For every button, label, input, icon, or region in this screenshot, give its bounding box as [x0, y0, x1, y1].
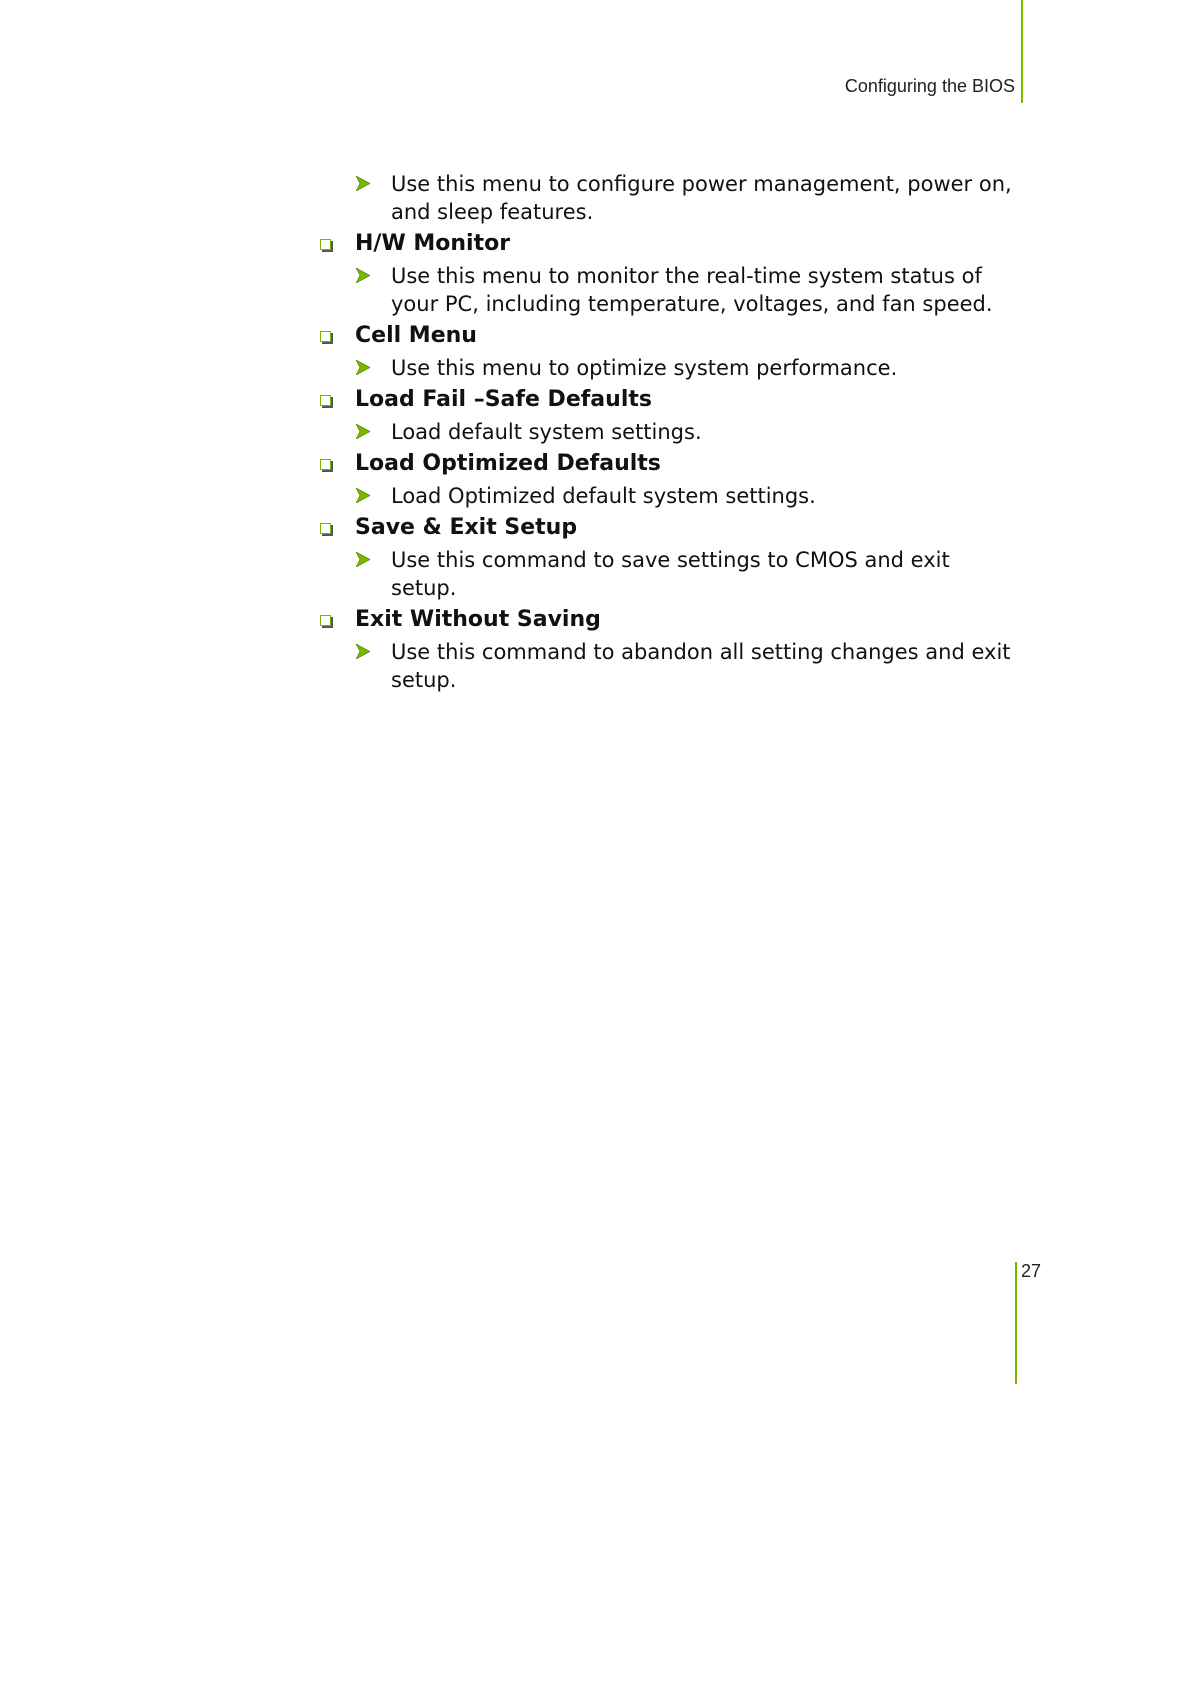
checkbox-icon [320, 523, 331, 534]
arrow-bullet-icon [356, 268, 370, 283]
section-exit-without-saving [318, 606, 1018, 694]
section-heading-text: Cell Menu [355, 323, 477, 348]
section-heading [318, 450, 1018, 478]
section-bullet-text: Use this menu to monitor the real-time system status of your PC, including temperature, voltages, and fan speed. [391, 264, 993, 316]
section-load-fail-safe-defaults [318, 386, 1018, 446]
arrow-bullet-icon [356, 424, 370, 439]
intro-bullet [318, 170, 1018, 226]
running-header: Configuring the BIOS [844, 76, 1015, 96]
section-bullet-text: Use this command to abandon all setting changes and exit setup. [391, 640, 1011, 692]
section-bullet [318, 354, 1018, 382]
document-body [318, 170, 1018, 694]
section-heading [318, 514, 1018, 542]
checkbox-icon [320, 615, 331, 626]
checkbox-icon [320, 395, 331, 406]
section-bullet [318, 418, 1018, 446]
header-accent-rule [1021, 0, 1023, 103]
checkbox-icon [320, 331, 331, 342]
section-heading-text: Load Fail –Safe Defaults [355, 387, 652, 412]
section-heading-text: Save & Exit Setup [355, 515, 578, 540]
section-heading [318, 230, 1018, 258]
section-bullet [318, 638, 1018, 694]
section-heading-text: Load Optimized Defaults [355, 451, 661, 476]
section-bullet [318, 546, 1018, 602]
arrow-bullet-icon [356, 488, 370, 503]
section-hw-monitor [318, 230, 1018, 318]
section-bullet [318, 262, 1018, 318]
section-load-optimized-defaults [318, 450, 1018, 510]
arrow-bullet-icon [356, 176, 370, 191]
page-number: 27 [1021, 1261, 1042, 1281]
section-heading-text: H/W Monitor [355, 231, 511, 256]
section-cell-menu [318, 322, 1018, 382]
checkbox-icon [320, 239, 331, 250]
section-bullet-text: Load Optimized default system settings. [391, 484, 816, 508]
checkbox-icon [320, 459, 331, 470]
section-heading [318, 386, 1018, 414]
section-heading [318, 322, 1018, 350]
section-bullet-text: Use this menu to optimize system performance. [391, 356, 898, 380]
arrow-bullet-icon [356, 644, 370, 659]
section-save-exit-setup [318, 514, 1018, 602]
arrow-bullet-icon [356, 360, 370, 375]
footer-accent-rule [1015, 1262, 1017, 1384]
section-bullet [318, 482, 1018, 510]
section-bullet-text: Use this command to save settings to CMOS and exit setup. [391, 548, 950, 600]
section-heading-text: Exit Without Saving [355, 607, 601, 632]
intro-bullet-text: Use this menu to configure power management, power on, and sleep features. [391, 172, 1012, 224]
section-bullet-text: Load default system settings. [391, 420, 702, 444]
section-heading [318, 606, 1018, 634]
arrow-bullet-icon [356, 552, 370, 567]
